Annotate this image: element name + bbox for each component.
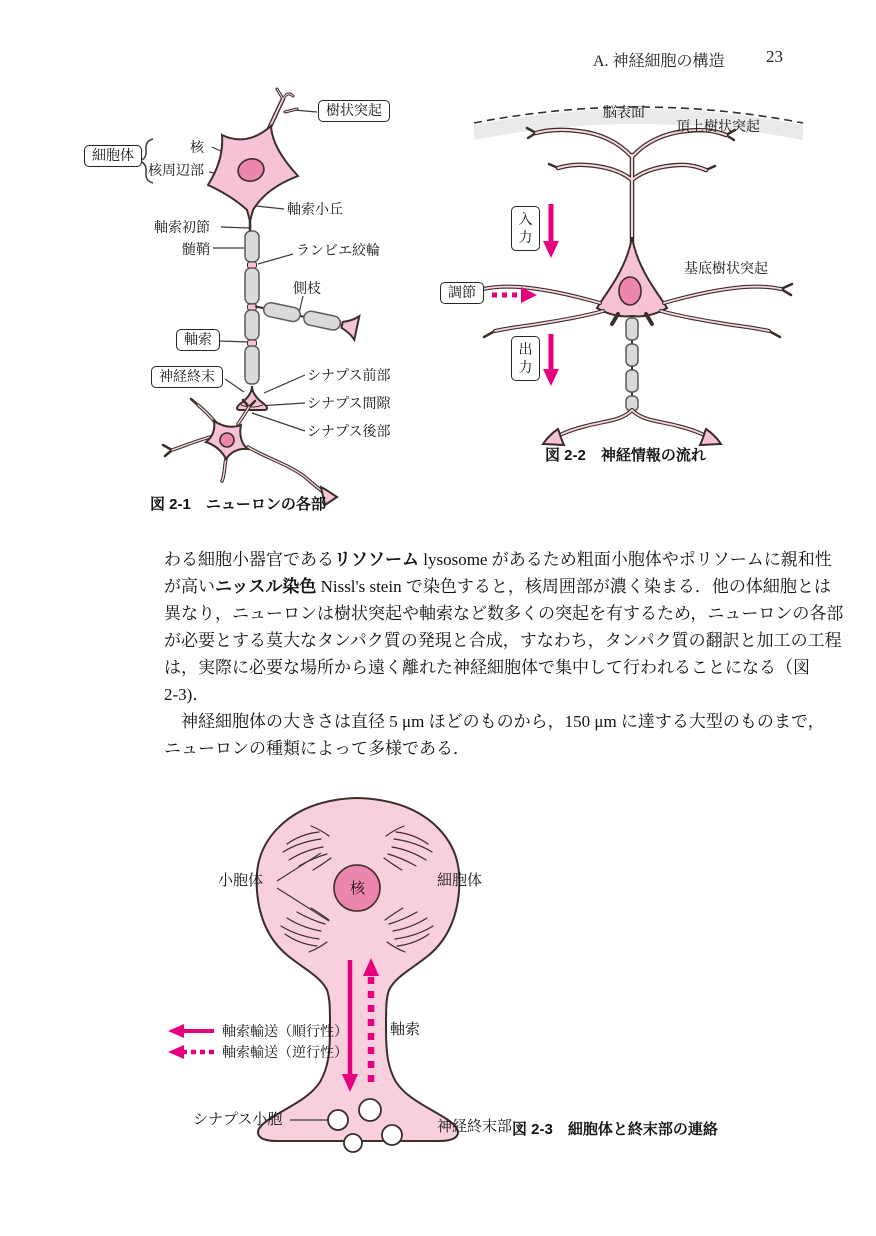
input-arrow-icon — [543, 204, 559, 258]
fig2-label-output: 出力 — [511, 336, 540, 381]
fig1-label-initial-segment: 軸索初節 — [154, 219, 210, 235]
fig2-caption: 図 2-2 神経情報の流れ — [545, 447, 706, 464]
legend-anterograde-arrow-icon — [168, 1024, 214, 1038]
fig1-label-collateral: 側枝 — [293, 280, 321, 296]
collateral-branch — [253, 295, 360, 340]
fig1-label-axon-hillock: 軸索小丘 — [287, 201, 343, 217]
fig1-label-synaptic-cleft: シナプス間隙 — [307, 395, 391, 411]
fig2-label-apical-dendrite: 頂上樹状突起 — [676, 118, 760, 134]
body-line: は，実際に必要な場所から遠く離れた神経細胞体で集中して行われることになる（図 — [164, 658, 810, 677]
fig3-label-er: 小胞体 — [218, 872, 264, 889]
page-number: 23 — [766, 47, 783, 66]
pyramidal-nucleus — [619, 277, 641, 305]
body-line: わる細胞小器官であるリソソーム lysosome があるため粗面小胞体やポリソームに親和性 — [164, 550, 832, 569]
fig1-label-nucleus: 核 — [190, 139, 204, 155]
fig2-terminals — [543, 410, 721, 445]
fig1-label-soma: 細胞体 — [84, 145, 142, 167]
body-line: 神経細胞体の大きさは直径 5 μm ほどのものから，150 μm に達する大型のものまで， — [164, 712, 825, 731]
fig3-transport-diagram — [168, 798, 459, 1152]
fig2-label-brain-surface: 脳表面 — [603, 104, 645, 120]
output-arrow-icon — [543, 334, 559, 386]
fig1-label-ranvier: ランビエ絞輪 — [296, 242, 380, 258]
fig3-label-retrograde: 軸索輸送（逆行性） — [222, 1044, 348, 1060]
fig3-caption: 図 2-3 細胞体と終末部の連絡 — [512, 1121, 718, 1138]
fig2-myelin-segments — [626, 318, 638, 411]
legend-retrograde-arrow-icon — [168, 1045, 214, 1059]
fig1-label-postsynaptic: シナプス後部 — [307, 423, 391, 439]
postsynaptic-neuron — [163, 399, 337, 505]
fig2-label-basal-dendrite: 基底樹状突起 — [684, 260, 768, 276]
fig1-neuron-diagram — [139, 89, 359, 505]
fig3-label-axon: 軸索 — [390, 1021, 421, 1038]
fig3-label-terminal: 神経終末部 — [437, 1118, 513, 1135]
fig2-label-modulation: 調節 — [440, 282, 484, 304]
fig1-label-nerve-terminal: 神経終末 — [151, 366, 223, 388]
body-line: ニューロンの種類によって多様である． — [164, 739, 470, 758]
fig1-label-perikaryon: 核周辺部 — [148, 162, 204, 178]
body-line: 2-3)． — [164, 685, 210, 704]
fig1-caption: 図 2-1 ニューロンの各部 — [150, 496, 326, 513]
body-line: 異なり，ニューロンは樹状突起や軸索など数多くの突起を有するため，ニューロンの各部 — [164, 604, 844, 623]
fig3-label-vesicle: シナプス小胞 — [193, 1111, 283, 1128]
body-text — [164, 546, 844, 762]
body-line: が必要とする莫大なタンパク質の発現と合成，すなわち，タンパク質の翻訳と加工の工程 — [164, 631, 842, 650]
fig3-label-anterograde: 軸索輸送（順行性） — [222, 1023, 348, 1039]
fig1-label-axon: 軸索 — [176, 329, 220, 351]
fig1-label-presynaptic: シナプス前部 — [307, 367, 391, 383]
dendrite-branches — [268, 89, 297, 131]
fig3-label-soma: 細胞体 — [437, 872, 483, 889]
page-header: A. 神経細胞の構造 — [593, 53, 725, 70]
apical-dendrites — [527, 128, 735, 252]
fig1-label-dendrite: 樹状突起 — [318, 100, 390, 122]
fig2-label-input: 入力 — [511, 206, 540, 251]
fig1-label-myelin: 髄鞘 — [182, 241, 210, 257]
body-line: が高いニッスル染色 Nissl's stein で染色すると，核周囲部が濃く染まる．他の体細胞とは — [164, 577, 831, 596]
fig3-label-nucleus: 核 — [350, 880, 366, 897]
